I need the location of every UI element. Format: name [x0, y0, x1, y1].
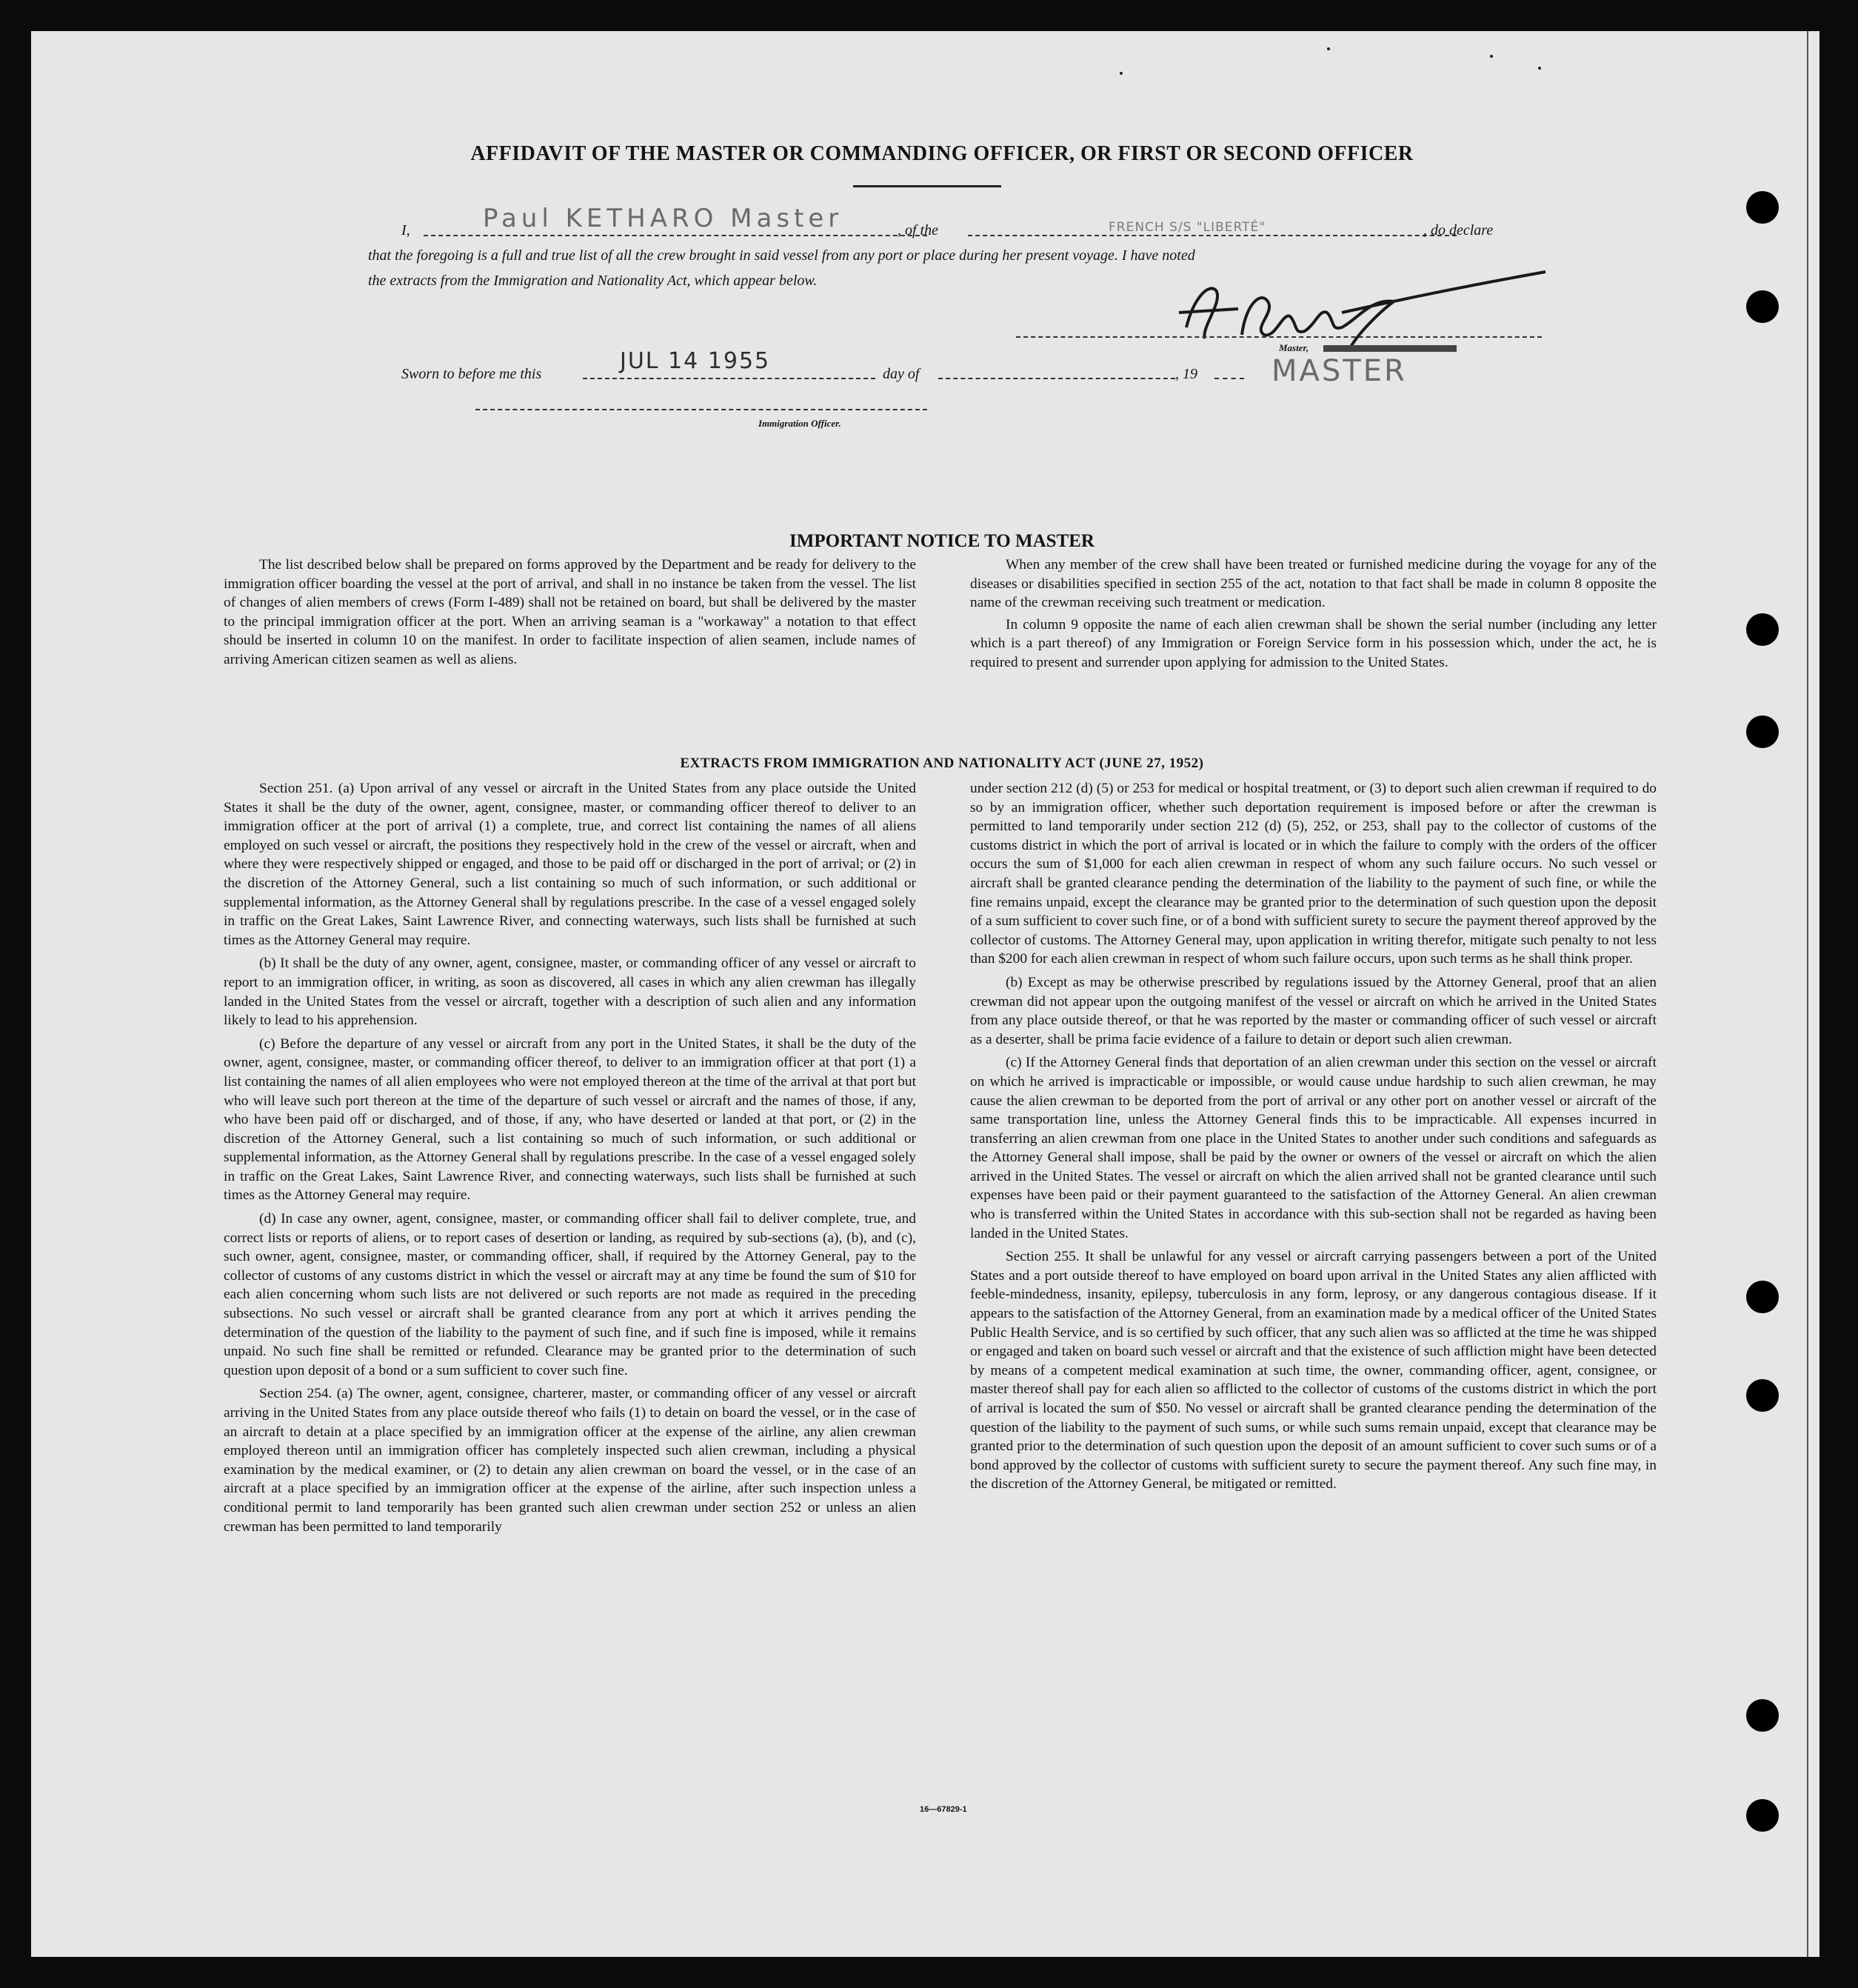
master-signature [1172, 268, 1557, 357]
extracts-title: EXTRACTS FROM IMMIGRATION AND NATIONALITY ACT (JUNE 27, 1952) [680, 755, 1204, 771]
section-254-a-continued: under section 212 (d) (5) or 253 for medical or hospital treatment, or (3) to deport such alien crewman if required to do so by an immigration officer, whether such deportation requirement is imposed before or after the crewman is permitted to land temporarily under section 212 (d) (5), 252, or 253, shall pay to the collector of customs of the customs district in which the port of arrival is located or in which the failure to comply with the orders of the officer occurs the sum of $1,000 for each alien crewman in respect of whom any such failure occurs. No such vessel or aircraft shall be granted clearance pending the determination of the liability to the payment of such fine, or while the fine remains unpaid, except the clearance may be granted prior to the determination of such question upon the deposit of a sum sufficient to cover such fine, or of a bond with sufficient surety to secure the payment thereof approved by the collector of customs. The Attorney General may, upon application in writing therefor, mitigate such penalty to not less than $200 for each alien crewman in respect of whom such failure occurs, upon such terms as he shall think proper. [970, 781, 1657, 967]
notice-right-paragraph-2: In column 9 opposite the name of each alien crewman shall be shown the serial number (including any letter which is a part thereof) of any Immigration or Foreign Service form in his possession which, under the act, he is required to present and surrender upon applying for admission to the United States. [970, 616, 1657, 670]
year-line [1214, 378, 1244, 379]
notice-right-column [970, 556, 1657, 676]
do-declare-label: , do declare [1423, 222, 1494, 239]
master-label: Master, [1279, 342, 1309, 353]
binder-hole [1746, 290, 1779, 323]
vessel-value: FRENCH S/S "LIBERTÉ" [1109, 220, 1266, 235]
page-edge-line [1807, 31, 1808, 1957]
section-254-b: (b) Except as may be otherwise prescribed by regulations issued by the Attorney General, proof that an alien crewman did not appear upon the outgoing manifest of the vessel or aircraft on which he arrived in the United States from any place outside thereof, or that he was reported by the master or commanding officer of such vessel or aircraft as a deserter, shall be prima facie evidence of a failure to detain or deport such alien crewman. [970, 974, 1657, 1047]
section-251-a: Section 251. (a) Upon arrival of any vessel or aircraft in the United States from any place outside the United States it shall be the duty of the owner, agent, consignee, master, or commanding officer thereof to deliver to an immigration officer at the port of arrival (1) a complete, true, and correct list containing the names of all aliens employed on such vessel or aircraft, the positions they respectively hold in the crew of the vessel or aircraft, when and where they were respectively shipped or engaged, and those to be paid off or discharged in the port of arrival; or (2) in the discretion of the Attorney General, such a list containing so much of such information, or such additional or supplemental information, as the Attorney General shall by regulations prescribe. In the case of a vessel engaged solely in traffic on the Great Lakes, Saint Lawrence River, and connecting waterways, such lists shall be furnished at such times as the Attorney General may require. [224, 781, 916, 948]
extracts-left-column [224, 779, 916, 1541]
sworn-date-value: JUL 14 1955 [620, 348, 771, 374]
notice-left-paragraph: The list described below shall be prepared on forms approved by the Department and be ready for delivery to the immigration officer boarding the vessel at the port of arrival, and shall in no instance be taken from the vessel. The list of changes of alien members of crews (Form I-489) shall not be retained on board, but shall be delivered by the master to the principal immigration officer at the port. When an arriving seaman is a "workaway" a notation to that effect should be inserted in column 10 on the manifest. In order to facilitate inspection of alien seamen, include names of arriving American citizen seamen as well as aliens. [224, 557, 916, 667]
immigration-officer-line [475, 409, 927, 410]
section-255: Section 255. It shall be unlawful for any vessel or aircraft carrying passengers between a port of the United States and a port outside thereof to have employed on board upon arrival in the United States any alien afflicted with feeble-mindedness, insanity, epilepsy, tuberculosis in any form, leprosy, or any dangerous contagious disease. If it appears to the satisfaction of the Attorney General, from an examination made by a medical officer of the United States Public Health Service, and is so certified by such officer, that any such alien was so afflicted at the time he was shipped or engaged and taken on board such vessel or aircraft and that the existence of such affliction might have been detected by means of a competent medical examination at such time, the owner, commanding officer, agent, consignee, or master thereof shall pay for each alien so afflicted to the collector of customs of the customs district in which the port of arrival is located the sum of $50. No vessel or aircraft shall be granted clearance pending the determination of the question of the liability to the payment of such sums, or while such sums remain unpaid, except that clearance may be granted prior to the determination of such question upon the deposit of an amount sufficient to cover such sums or of a bond approved by the collector of customs with sufficient surety to secure the payment thereof. Any such fine may, in the discretion of the Attorney General, be mitigated or remitted. [970, 1249, 1657, 1492]
binder-hole [1746, 613, 1779, 646]
affidavit-line3: the extracts from the Immigration and Nationality Act, which appear below. [368, 273, 818, 289]
extracts-right-column [970, 779, 1657, 1498]
binder-hole [1746, 1281, 1779, 1313]
title-rule [853, 185, 1001, 187]
section-251-b: (b) It shall be the duty of any owner, agent, consignee, master, or commanding officer of any vessel or aircraft to report to an immigration officer, in writing, as soon as discovered, all cases in which any alien crewman has illegally landed in the United States from the vessel or aircraft, together with a description of such alien and any information likely to lead to his apprehension. [224, 955, 916, 1029]
year-prefix-label: , 19 [1175, 366, 1197, 382]
notice-left-column [224, 556, 916, 673]
binder-hole [1746, 1799, 1779, 1832]
speck [1538, 67, 1541, 70]
master-name-line [424, 235, 927, 236]
day-of-label: day of [883, 366, 920, 382]
affidavit-line2: that the foregoing is a full and true list of all the crew brought in said vessel from any port or place during her present voyage. I have noted [368, 247, 1195, 264]
speck [1327, 47, 1330, 50]
affidavit-i-label: I, [401, 222, 410, 239]
section-254-a: Section 254. (a) The owner, agent, consignee, charterer, master, or commanding officer of any vessel or aircraft arriving in the United States from any place outside thereof who fails (1) to detain on board the vessel, or in the case of an aircraft to detain at a place specified by an immigration officer at the expense of the airline, any alien crewman employed thereon until an immigration officer has completely inspected such alien crewman, including a physical examination by the medical examiner, or (2) to detain any alien crewman on board the vessel, or in the case of an aircraft at a place specified by an immigration officer at the expense of the airline, after such inspection unless a conditional permit to land temporarily has been granted such alien crewman under section 252 or unless an alien crewman has been permitted to land temporarily [224, 1386, 916, 1535]
master-signature-line [1016, 336, 1542, 338]
notice-title: IMPORTANT NOTICE TO MASTER [789, 531, 1095, 551]
day-of-line [938, 378, 1175, 379]
sworn-label: Sworn to before me this [401, 366, 542, 382]
section-251-d: (d) In case any owner, agent, consignee, master, or commanding officer shall fail to deliver complete, true, and correct lists or reports of aliens, or to report cases of desertion or landing, as required by sub-sections (a), (b), and (c), such owner, agent, consignee, master, or commanding officer, shall, if required by the Attorney General, pay to the collector of customs of any customs district in which the vessel or aircraft may at any time be found the sum of $10 for each alien concerning whom such lists are not delivered or such reports are not made as required in the preceding subsections. No such vessel or aircraft shall be granted clearance from any port at which it arrives pending the determination of the question of the liability to the payment of such fine, and if such fine is imposed, while it remains unpaid. No such fine shall be remitted or refunded. Clearance may be granted prior to the determination of such question upon deposit of a bond or a sum sufficient to cover such fine. [224, 1211, 916, 1378]
speck [1120, 72, 1123, 75]
binder-hole [1746, 1699, 1779, 1732]
immigration-officer-label: Immigration Officer. [758, 418, 841, 429]
form-number: 16—67829-1 [920, 1805, 967, 1814]
binder-hole [1746, 716, 1779, 748]
section-251-c: (c) Before the departure of any vessel or aircraft from any port in the United States, it shall be the duty of the owner, agent, consignee, master, or commanding officer thereof, to deliver to an immigration officer at that port (1) a list containing the names of all alien employees who were not employed thereon at the time of the arrival at that port but who will leave such port thereon at the time of the departure of such vessel or aircraft and the names of those, if any, who have been paid off or discharged, and of those, if any, who have deserted or landed at that port, or (2) in the discretion of the Attorney General, such a list containing so much of such information, or such additional or supplemental information, as the Attorney General shall by regulations prescribe. In the case of a vessel engaged solely in traffic on the Great Lakes, Saint Lawrence River, and connecting waterways, such lists shall be furnished at such times as the Attorney General may require. [224, 1035, 916, 1204]
master-name-value: Paul KETHARO Master [483, 204, 843, 233]
master-stamp: MASTER [1271, 354, 1407, 388]
binder-hole [1746, 191, 1779, 224]
notice-right-paragraph-1: When any member of the crew shall have been treated or furnished medicine during the voyage for any of the diseases or disabilities specified in section 255 of the act, notation to that fact shall be made in column 8 opposite the name of the crewman receiving such treatment or medication. [970, 557, 1657, 611]
of-the-label: , of the [898, 222, 938, 239]
document-page [31, 31, 1819, 1957]
affidavit-title: AFFIDAVIT OF THE MASTER OR COMMANDING OFFICER, OR FIRST OR SECOND OFFICER [470, 142, 1414, 165]
section-254-c: (c) If the Attorney General finds that deportation of an alien crewman under this section on the vessel or aircraft on which he arrived is impracticable or impossible, or would cause undue hardship to such alien crewman, he may cause the alien crewman to be deported from the port of arrival or any other port on another vessel or aircraft of the same transportation line, unless the Attorney General finds this to be impracticable. All expenses incurred in transferring an alien crewman from one place in the United States to another under such conditions and safeguards as the Attorney General shall impose, shall be paid by the owner or owners of the vessel or aircraft on which the alien arrived in the United States. The vessel or aircraft on which the alien arrived shall not be granted clearance until such expenses have been paid or their payment guaranteed to the satisfaction of the Attorney General. An alien crewman who is transferred within the United States in accordance with this sub-section shall not be regarded as having been landed in the United States. [970, 1055, 1657, 1241]
vessel-line [968, 235, 1457, 236]
sworn-date-line [583, 378, 875, 379]
binder-hole [1746, 1379, 1779, 1412]
speck [1490, 55, 1493, 58]
redaction-bar [1323, 345, 1457, 352]
